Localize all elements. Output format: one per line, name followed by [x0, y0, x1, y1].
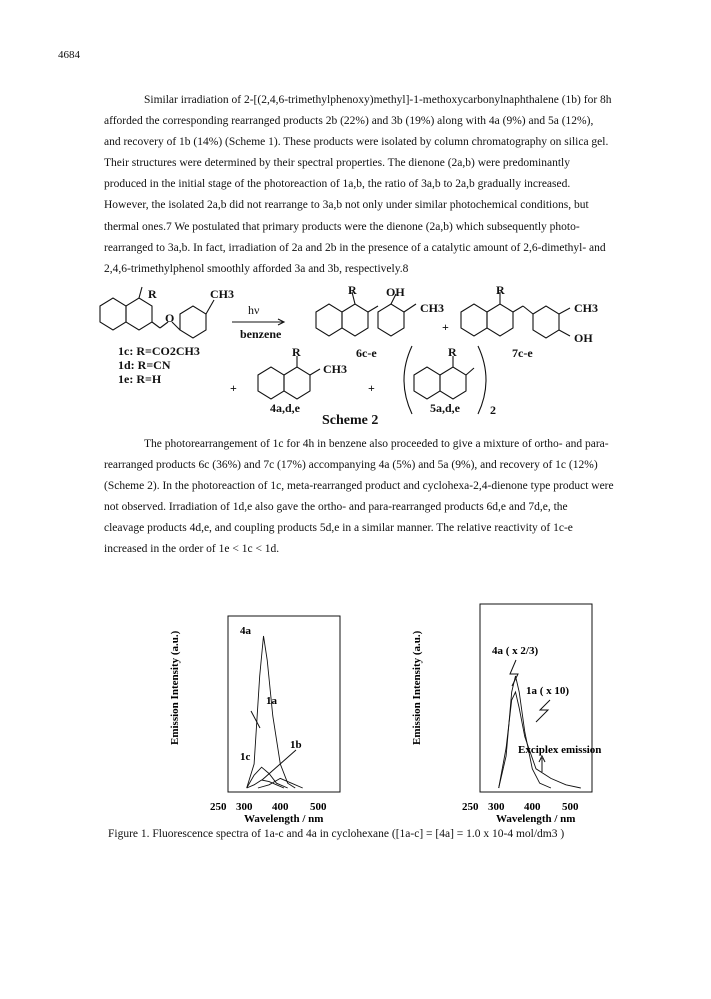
scheme-methyl-label: CH3	[574, 301, 598, 315]
compound-7-label: 7c-e	[512, 346, 533, 360]
naphthalene-ring-right	[126, 298, 152, 330]
paragraph-2	[104, 434, 656, 561]
scheme-hydroxy-label: OH	[386, 285, 405, 299]
scheme-plus: +	[368, 381, 375, 395]
left-x-tick: 250	[210, 801, 227, 813]
paragraph-1-line: and recovery of 1b (14%) (Scheme 1). These products were isolated by column chromatography on silica gel.	[104, 136, 609, 149]
paragraph-1-line: 2,4,6-trimethylphenol smoothly afforded 3a and 3b, respectively.8	[104, 262, 409, 275]
phenyl-ring	[180, 306, 206, 338]
paragraph-2-line: not observed. Irradiation of 1d,e also gave the ortho- and para-rearranged products 6d,e and 7d,e, the	[104, 501, 568, 514]
scheme-r-label: R	[292, 345, 301, 359]
left-x-axis-label: Wavelength / nm	[244, 813, 324, 825]
compound-5-label: 5a,d,e	[430, 401, 460, 415]
label-4a-x2-3: 4a ( x 2/3)	[492, 645, 539, 657]
left-x-tick: 500	[310, 801, 327, 813]
scheme-r-label: R	[148, 287, 157, 301]
scheme-plus: +	[230, 381, 237, 395]
scheme-oxygen-label: O	[165, 311, 175, 325]
compound-1c-label: 1c: R=CO2CH3	[118, 344, 200, 358]
left-x-tick: 400	[272, 801, 289, 813]
naphthalene-ring-left	[100, 298, 126, 330]
scheme-methyl-label: CH3	[323, 362, 347, 376]
label-4a: 4a	[240, 625, 251, 637]
scheme-plus: +	[442, 320, 449, 334]
right-x-tick: 250	[462, 801, 479, 813]
compound-1d-label: 1d: R=CN	[118, 358, 171, 372]
compound-6-label: 6c-e	[356, 346, 377, 360]
scheme-title: Scheme 2	[322, 413, 379, 428]
paragraph-1-line: Similar irradiation of 2-[(2,4,6-trimethylphenoxy)methyl]-1-methoxycarbonylnaphthalene (1b) for 8h	[144, 94, 612, 106]
scheme-r-label: R	[348, 283, 357, 297]
compound-1e-label: 1e: R=H	[118, 372, 162, 386]
left-y-axis-label: Emission Intensity (a.u.)	[169, 630, 181, 745]
spectrum-series-4a	[247, 636, 296, 788]
scheme-r-label: R	[496, 283, 505, 297]
scheme-methyl-label: CH3	[420, 301, 444, 315]
paragraph-1-line: produced in the initial stage of the photoreaction of 1a,b, the ratio of 3a,b to 2a,b gradually increased.	[104, 178, 571, 191]
paragraph-1-line: thermal ones.7 We postulated that primary products were the dienone (2a,b) which subsequently photo-	[104, 220, 580, 233]
scheme-2-drawing	[0, 0, 711, 440]
scheme-dimer-subscript: 2	[490, 403, 496, 417]
scheme-methyl-label: CH3	[210, 287, 234, 301]
label-exciplex-emission: Exciplex emission	[518, 744, 602, 756]
paragraph-2-line: increased in the order of 1e < 1c < 1d.	[104, 543, 280, 556]
scheme-hydroxy-label: OH	[574, 331, 593, 345]
paragraph-2-line: rearranged products 6c (36%) and 7c (17%) accompanying 4a (5%) and 5a (9%), and recovery of 1c (12%)	[104, 459, 598, 472]
paragraph-1-line: However, the isolated 2a,b did not rearrange to 3a,b not only under similar photochemical conditions, but	[104, 199, 589, 212]
scheme-reagent-top: hν	[248, 303, 260, 317]
right-x-axis-label: Wavelength / nm	[496, 813, 576, 825]
label-1b: 1b	[290, 739, 302, 751]
figure-1-spectra	[0, 600, 711, 840]
scheme-reagent-bottom: benzene	[240, 327, 282, 341]
paragraph-2-line: cleavage products 4d,e, and coupling products 5d,e in a similar manner. The relative reactivity of 1c-e	[104, 522, 573, 535]
paragraph-1-line: Their structures were determined by their spectral properties. The dienone (2a,b) were predominantly	[104, 157, 570, 170]
paragraph-2-line: The photorearrangement of 1c for 4h in benzene also proceeded to give a mixture of ortho- and para-	[144, 438, 609, 450]
right-x-tick: 500	[562, 801, 579, 813]
label-1a-x10: 1a ( x 10)	[526, 685, 570, 697]
figure-caption: Figure 1. Fluorescence spectra of 1a-c and 4a in cyclohexane ([1a-c] = [4a] = 1.0 x 10-4 mol/dm3 )	[108, 828, 565, 840]
right-x-tick: 300	[488, 801, 505, 813]
spectrum-series-1a-x-10-	[499, 692, 581, 788]
scheme-r-label: R	[448, 345, 457, 359]
label-1a: 1a	[266, 695, 277, 707]
left-x-tick: 300	[236, 801, 253, 813]
compound-4-label: 4a,d,e	[270, 401, 300, 415]
right-y-axis-label: Emission Intensity (a.u.)	[411, 630, 423, 745]
paragraph-1-line: afforded the corresponding rearranged products 2b (22%) and 3b (19%) along with 4a (9%) and 5a (12%),	[104, 115, 594, 128]
label-1c: 1c	[240, 751, 251, 763]
page-number: 4684	[58, 49, 80, 61]
paragraph-2-line: (Scheme 2). In the photoreaction of 1c, meta-rearranged product and cyclohexa-2,4-dienone type product were	[104, 480, 614, 493]
paragraph-1-line: rearranged to 3a,b. In fact, irradiation of 2a and 2b in the presence of a catalytic amount of 2,6-dimethyl- and	[104, 241, 606, 254]
right-plot-frame	[480, 604, 592, 792]
right-x-tick: 400	[524, 801, 541, 813]
left-plot-frame	[228, 616, 340, 792]
